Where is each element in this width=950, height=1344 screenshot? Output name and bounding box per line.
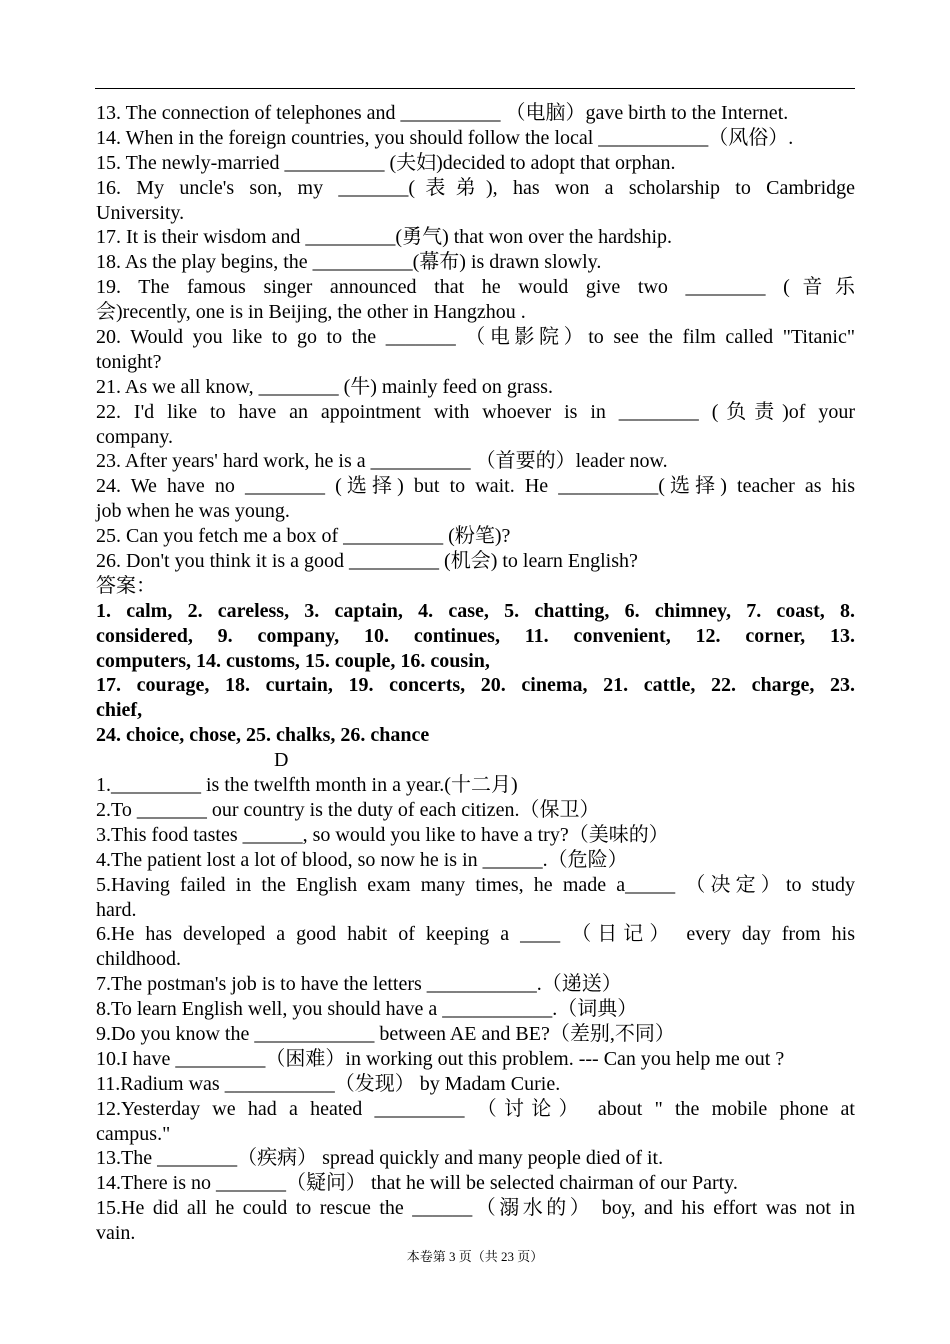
exercise-line: 5.Having failed in the English exam many times, he made a_____ （决定）to study — [96, 873, 855, 896]
section-heading: D — [274, 749, 289, 772]
exercise-line: 18. As the play begins, the __________(幕布) is drawn slowly. — [96, 251, 602, 274]
exercise-line: hard. — [96, 898, 137, 921]
page-footer: 本卷第 3 页（共 23 页） — [406, 1249, 544, 1264]
exercise-line: 13.The ________（疾病） spread quickly and many people died of it. — [96, 1147, 664, 1170]
answer-line: 1. calm, 2. careless, 3. captain, 4. case, 5. chatting, 6. chimney, 7. coast, 8. — [96, 599, 855, 622]
exercise-line: 7.The postman's job is to have the letters ___________.（递送） — [96, 973, 622, 996]
exercise-line: 15.He did all he could to rescue the ______（溺水的） boy, and his effort was not in — [96, 1197, 855, 1220]
document-body — [96, 101, 855, 1246]
exercise-line: 答案： — [96, 574, 156, 597]
exercise-line: 23. After years' hard work, he is a __________ （首要的）leader now. — [96, 450, 668, 473]
exercise-line: 4.The patient lost a lot of blood, so now he is in ______.（危险） — [96, 848, 628, 871]
answer-line: 24. choice, chose, 25. chalks, 26. chance — [96, 724, 430, 747]
header-rule — [95, 88, 855, 89]
exercise-line: 9.Do you know the ____________ between AE and BE?（差别,不同） — [96, 1022, 675, 1045]
exercise-line: 2.To _______ our country is the duty of each citizen.（保卫） — [96, 798, 600, 821]
exercise-line: 14.There is no _______（疑问） that he will be selected chairman of our Party. — [96, 1172, 738, 1195]
exercise-line: job when he was young. — [96, 500, 290, 523]
exercise-line: 6.He has developed a good habit of keeping a ____ （日记） every day from his — [96, 923, 855, 946]
exercise-line: 8.To learn English well, you should have a ___________.（词典） — [96, 998, 638, 1021]
exercise-line: 16. My uncle's son, my _______(表弟), has won a scholarship to Cambridge — [96, 176, 855, 199]
exercise-line: 19. The famous singer announced that he would give two ________ (音乐 — [96, 276, 855, 299]
answer-line: 17. courage, 18. curtain, 19. concerts, 20. cinema, 21. cattle, 22. charge, 23. — [96, 674, 855, 697]
exercise-line: vain. — [96, 1222, 136, 1245]
exercise-line: 20. Would you like to go to the _______ （电影院）to see the film called "Titanic" — [96, 326, 855, 349]
exercise-line: 15. The newly-married __________ (夫妇)decided to adopt that orphan. — [96, 151, 676, 174]
exercise-line: tonight? — [96, 350, 162, 373]
exercise-line: 21. As we all know, ________ (牛) mainly feed on grass. — [96, 375, 553, 398]
exercise-line: childhood. — [96, 948, 181, 971]
exercise-line: company. — [96, 425, 174, 448]
exercise-line: 11.Radium was ___________（发现） by Madam Curie. — [96, 1072, 561, 1095]
exercise-line: University. — [96, 201, 185, 224]
answer-line: chief, — [96, 699, 143, 722]
exercise-line: 3.This food tastes ______, so would you like to have a try?（美味的） — [96, 823, 669, 846]
exercise-line: 22. I'd like to have an appointment with whoever is in ________ (负责)of your — [96, 400, 855, 423]
exercise-line: 10.I have _________（困难）in working out this problem. --- Can you help me out ? — [96, 1047, 785, 1070]
exercise-line: 17. It is their wisdom and _________(勇气) that won over the hardship. — [96, 226, 673, 249]
answer-line: considered, 9. company, 10. continues, 11. convenient, 12. corner, 13. — [96, 624, 855, 647]
exercise-line: 会)recently, one is in Beijing, the other in Hangzhou . — [96, 301, 526, 324]
exercise-line: 14. When in the foreign countries, you should follow the local ___________（风俗）. — [96, 126, 794, 149]
exercise-line: 24. We have no ________ (选择) but to wait. He __________(选择) teacher as his — [96, 475, 855, 498]
answer-line: computers, 14. customs, 15. couple, 16. cousin, — [96, 649, 490, 672]
exercise-line: 26. Don't you think it is a good _________ (机会) to learn English? — [96, 550, 638, 573]
exercise-line: 12.Yesterday we had a heated _________ （讨论） about " the mobile phone at — [96, 1097, 855, 1120]
exercise-line: campus." — [96, 1122, 171, 1145]
exercise-line: 1._________ is the twelfth month in a year.(十二月) — [96, 774, 518, 797]
exercise-line: 25. Can you fetch me a box of __________ (粉笔)? — [96, 525, 511, 548]
exercise-line: 13. The connection of telephones and __________ （电脑）gave birth to the Internet. — [96, 102, 789, 124]
